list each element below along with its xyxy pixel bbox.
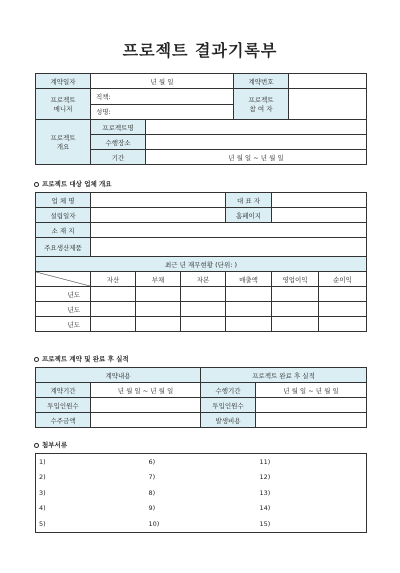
company-table bbox=[35, 192, 367, 332]
finance-cell[interactable] bbox=[91, 287, 136, 302]
finance-header-sales: 매출액 bbox=[226, 272, 272, 287]
attachment-item[interactable]: 11) bbox=[259, 457, 271, 466]
finance-header-net-income: 순이익 bbox=[319, 272, 367, 287]
input-staff-label: 투입인원수 bbox=[36, 398, 91, 413]
contract-no-label: 계약번호 bbox=[234, 74, 289, 89]
year-row-label: 년도 bbox=[36, 287, 91, 302]
established-label: 설립일자 bbox=[36, 208, 91, 223]
finance-header-operating-profit: 영업이익 bbox=[272, 272, 319, 287]
finance-cell[interactable] bbox=[272, 287, 319, 302]
name-field[interactable]: 성명: bbox=[91, 104, 234, 120]
finance-cell[interactable] bbox=[181, 302, 226, 317]
contract-period-label: 계약기간 bbox=[36, 383, 91, 398]
finance-cell[interactable] bbox=[272, 302, 319, 317]
attachment-item[interactable]: 12) bbox=[259, 473, 271, 482]
finance-header-liabilities: 부채 bbox=[136, 272, 181, 287]
finance-cell[interactable] bbox=[136, 317, 181, 332]
year-row-label: 년도 bbox=[36, 317, 91, 332]
input-staff-field[interactable] bbox=[91, 398, 201, 413]
overview-table bbox=[35, 73, 367, 165]
position-field[interactable]: 직책: bbox=[91, 89, 234, 105]
finance-cell[interactable] bbox=[226, 317, 272, 332]
attachment-item[interactable]: 14) bbox=[259, 504, 271, 513]
attachment-item[interactable]: 10) bbox=[148, 519, 160, 528]
attachment-item[interactable]: 6) bbox=[148, 457, 156, 466]
exec-period-label: 수행기간 bbox=[201, 383, 256, 398]
circle-bullet-icon bbox=[34, 443, 39, 448]
period-label: 기간 bbox=[91, 150, 146, 165]
participant-field[interactable] bbox=[289, 89, 367, 120]
contract-table bbox=[35, 367, 367, 428]
diagonal-header-cell bbox=[36, 272, 91, 287]
section3-heading: 첨부서류 bbox=[34, 440, 67, 449]
finance-header-equity: 자본 bbox=[181, 272, 226, 287]
homepage-label: 홈페이지 bbox=[226, 208, 272, 223]
attachment-item[interactable]: 9) bbox=[148, 504, 156, 513]
contract-date-label: 계약일자 bbox=[36, 74, 91, 89]
finance-cell[interactable] bbox=[319, 302, 367, 317]
company-label: 업 체 명 bbox=[36, 193, 91, 208]
address-field[interactable] bbox=[91, 223, 367, 238]
pm-label: 프로젝트 매니저 bbox=[36, 89, 91, 120]
attachments-table bbox=[35, 453, 367, 533]
participant-label: 프로젝트 참 여 자 bbox=[234, 89, 289, 120]
location-field[interactable] bbox=[146, 135, 367, 150]
input-staff-field-2[interactable] bbox=[256, 398, 367, 413]
section1-heading: 프로젝트 대상 업체 개요 bbox=[34, 179, 112, 188]
finance-cell[interactable] bbox=[226, 287, 272, 302]
finance-cell[interactable] bbox=[181, 287, 226, 302]
attachment-item[interactable]: 15) bbox=[259, 519, 271, 528]
company-field[interactable] bbox=[91, 193, 226, 208]
year-row-label: 년도 bbox=[36, 302, 91, 317]
attachment-item[interactable]: 1) bbox=[39, 457, 46, 466]
attachment-item[interactable]: 8) bbox=[148, 488, 156, 497]
ceo-label: 대 표 자 bbox=[226, 193, 272, 208]
finance-cell[interactable] bbox=[91, 302, 136, 317]
attachment-item[interactable]: 2) bbox=[39, 473, 46, 482]
period-field[interactable]: 년 월 일 ~ 년 월 일 bbox=[146, 150, 367, 165]
established-field[interactable] bbox=[91, 208, 226, 223]
finance-cell[interactable] bbox=[136, 287, 181, 302]
finance-cell[interactable] bbox=[181, 317, 226, 332]
order-amount-label: 수주금액 bbox=[36, 413, 91, 428]
post-result-label: 프로젝트 완료 후 실적 bbox=[201, 368, 367, 383]
finance-title: 최근 년 재무현황 (단위: ) bbox=[36, 257, 367, 272]
finance-cell[interactable] bbox=[91, 317, 136, 332]
attachment-item[interactable]: 3) bbox=[39, 488, 46, 497]
order-amount-field[interactable] bbox=[91, 413, 201, 428]
project-name-label: 프로젝트명 bbox=[91, 120, 146, 135]
contract-period-field[interactable]: 년 월 일 ~ 년 월 일 bbox=[91, 383, 201, 398]
attachment-item[interactable]: 7) bbox=[148, 473, 156, 482]
finance-cell[interactable] bbox=[319, 317, 367, 332]
section2-heading: 프로젝트 계약 및 완료 후 실적 bbox=[34, 354, 129, 363]
contract-date-value[interactable]: 년 월 일 bbox=[91, 74, 234, 89]
input-staff-label-2: 투입인원수 bbox=[201, 398, 256, 413]
finance-cell[interactable] bbox=[136, 302, 181, 317]
address-label: 소 재 지 bbox=[36, 223, 91, 238]
project-name-field[interactable] bbox=[146, 120, 367, 135]
products-label: 주요생산제품 bbox=[36, 238, 91, 257]
circle-bullet-icon bbox=[34, 357, 39, 362]
exec-period-field[interactable]: 년 월 일 ~ 년 월 일 bbox=[256, 383, 367, 398]
attachment-item[interactable]: 5) bbox=[39, 519, 46, 528]
finance-cell[interactable] bbox=[272, 317, 319, 332]
attachment-item[interactable]: 13) bbox=[259, 488, 271, 497]
contract-content-label: 계약내용 bbox=[36, 368, 201, 383]
contract-no-field[interactable] bbox=[289, 74, 367, 89]
ceo-field[interactable] bbox=[272, 193, 367, 208]
homepage-field[interactable] bbox=[272, 208, 367, 223]
diagonal-line-icon bbox=[36, 272, 90, 286]
cost-label: 발생비용 bbox=[201, 413, 256, 428]
finance-header-assets: 자산 bbox=[91, 272, 136, 287]
cost-field[interactable] bbox=[256, 413, 367, 428]
circle-bullet-icon bbox=[34, 182, 39, 187]
finance-cell[interactable] bbox=[226, 302, 272, 317]
location-label: 수행장소 bbox=[91, 135, 146, 150]
attachment-item[interactable]: 4) bbox=[39, 504, 46, 513]
page-title: 프로젝트 결과기록부 bbox=[122, 41, 278, 60]
finance-cell[interactable] bbox=[319, 287, 367, 302]
outline-label: 프로젝트 개요 bbox=[36, 120, 91, 165]
products-field[interactable] bbox=[91, 238, 367, 257]
